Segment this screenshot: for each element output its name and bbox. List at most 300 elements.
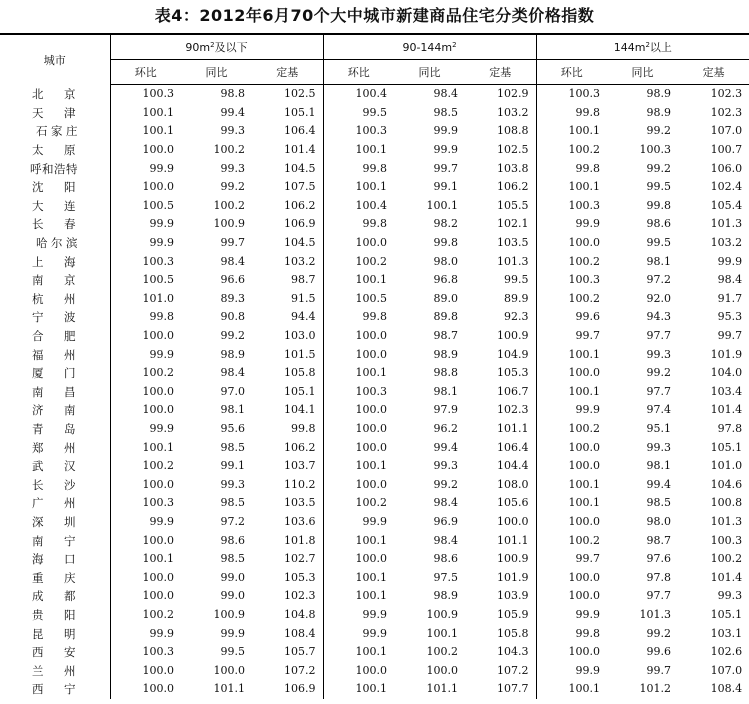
index-value: 100.3 [142, 254, 174, 268]
index-value: 104.9 [465, 345, 536, 364]
index-value: 101.9 [710, 347, 743, 361]
city-name: 天津 [0, 104, 110, 123]
index-value: 102.5 [252, 85, 323, 104]
index-value: 99.8 [149, 310, 174, 324]
index-value: 89.3 [220, 291, 245, 305]
index-value: 98.5 [220, 496, 245, 510]
index-value: 104.5 [252, 159, 323, 178]
index-value: 100.1 [355, 366, 388, 380]
index-value: 100.1 [355, 273, 388, 287]
sub-header-mom: 环比 [536, 60, 607, 85]
city-name: 海口 [0, 550, 110, 569]
index-value: 100.3 [568, 198, 601, 212]
table-row [0, 438, 749, 457]
city-name: 南昌 [0, 383, 110, 402]
index-value: 101.0 [142, 291, 174, 305]
index-value: 108.0 [465, 475, 536, 494]
index-value: 99.9 [149, 236, 174, 250]
index-value: 100.2 [426, 645, 459, 659]
table-row [0, 401, 749, 420]
index-value: 103.5 [465, 234, 536, 253]
index-value: 105.6 [465, 494, 536, 513]
city-name: 沈阳 [0, 178, 110, 197]
index-value: 100.0 [142, 589, 174, 603]
city-name: 昆明 [0, 624, 110, 643]
index-value: 104.0 [710, 366, 743, 380]
index-value: 102.5 [465, 141, 536, 160]
index-value: 100.2 [213, 143, 245, 157]
index-value: 101.4 [252, 141, 323, 160]
index-value: 100.3 [355, 384, 388, 398]
index-value: 97.7 [646, 384, 672, 398]
index-value: 99.4 [433, 440, 459, 454]
index-value: 100.8 [710, 496, 743, 510]
index-value: 99.2 [433, 477, 459, 491]
index-value: 100.2 [355, 254, 388, 268]
index-value: 100.1 [355, 589, 388, 603]
index-value: 100.9 [465, 327, 536, 346]
index-value: 99.3 [220, 124, 245, 138]
index-value: 100.0 [142, 477, 174, 491]
index-value: 100.4 [355, 198, 388, 212]
index-value: 99.5 [465, 271, 536, 290]
index-value: 98.6 [646, 217, 672, 231]
index-value: 100.0 [355, 329, 388, 343]
index-value: 90.8 [220, 310, 245, 324]
index-value: 99.9 [575, 403, 601, 417]
index-value: 100.1 [568, 347, 601, 361]
index-value: 100.0 [142, 682, 174, 696]
table-row [0, 308, 749, 327]
sub-header-yoy: 同比 [181, 60, 252, 85]
index-value: 100.2 [213, 198, 245, 212]
index-value: 97.8 [717, 421, 743, 435]
table-row [0, 178, 749, 197]
index-value: 100.1 [142, 105, 174, 119]
index-value: 105.1 [710, 440, 743, 454]
index-value: 100.0 [568, 514, 601, 528]
index-value: 100.0 [355, 663, 388, 677]
index-value: 98.0 [646, 514, 672, 528]
table-row [0, 457, 749, 476]
index-value: 99.4 [646, 477, 672, 491]
table-row [0, 122, 749, 141]
index-value: 100.0 [426, 663, 459, 677]
index-value: 98.8 [220, 87, 245, 101]
index-value: 100.5 [355, 291, 388, 305]
index-value: 98.4 [433, 87, 459, 101]
index-value: 100.0 [355, 440, 388, 454]
index-value: 107.0 [710, 124, 743, 138]
index-value: 102.1 [465, 215, 536, 234]
index-value: 99.3 [220, 477, 245, 491]
index-value: 100.3 [568, 273, 601, 287]
index-value: 105.4 [710, 198, 743, 212]
table-row [0, 85, 749, 104]
table-row [0, 197, 749, 216]
table-row [0, 661, 749, 680]
index-value: 100.2 [568, 254, 601, 268]
sub-header-base: 定基 [465, 60, 536, 85]
index-value: 100.3 [355, 124, 388, 138]
index-value: 100.3 [142, 87, 174, 101]
index-value: 99.5 [362, 105, 388, 119]
index-value: 100.1 [355, 645, 388, 659]
index-value: 99.8 [362, 217, 388, 231]
index-value: 100.1 [426, 626, 459, 640]
index-value: 100.0 [142, 533, 174, 547]
index-value: 98.7 [252, 271, 323, 290]
index-value: 98.4 [220, 366, 245, 380]
index-value: 101.4 [710, 570, 743, 584]
index-value: 94.3 [646, 310, 672, 324]
index-value: 105.3 [252, 568, 323, 587]
sub-header-yoy: 同比 [607, 60, 678, 85]
index-value: 102.3 [465, 401, 536, 420]
index-value: 100.0 [465, 513, 536, 532]
table-row [0, 643, 749, 662]
index-value: 99.6 [646, 645, 672, 659]
index-value: 100.1 [355, 570, 388, 584]
index-value: 99.8 [252, 420, 323, 439]
index-value: 108.4 [252, 624, 323, 643]
index-value: 100.9 [213, 607, 245, 621]
index-value: 92.0 [646, 291, 672, 305]
city-name: 长春 [0, 215, 110, 234]
table-row [0, 531, 749, 550]
index-value: 100.5 [142, 273, 174, 287]
city-name: 宁波 [0, 308, 110, 327]
index-value: 98.1 [646, 459, 672, 473]
index-value: 99.7 [220, 236, 245, 250]
index-value: 105.5 [465, 197, 536, 216]
index-value: 100.5 [142, 198, 174, 212]
index-value: 97.4 [646, 403, 672, 417]
index-value: 102.6 [710, 645, 743, 659]
index-value: 99.9 [575, 607, 601, 621]
table-row [0, 624, 749, 643]
city-name: 福州 [0, 345, 110, 364]
table-row [0, 587, 749, 606]
index-value: 98.8 [433, 366, 459, 380]
index-value: 106.9 [252, 680, 323, 699]
city-name: 哈尔滨 [0, 234, 110, 253]
index-value: 99.7 [717, 329, 743, 343]
index-value: 99.3 [646, 440, 672, 454]
city-name: 贵阳 [0, 606, 110, 625]
index-value: 96.2 [433, 421, 459, 435]
index-value: 91.7 [717, 291, 743, 305]
index-value: 101.4 [710, 403, 743, 417]
index-value: 100.7 [710, 143, 743, 157]
index-value: 100.0 [142, 403, 174, 417]
index-value: 102.4 [710, 180, 743, 194]
city-name: 大连 [0, 197, 110, 216]
index-value: 101.1 [213, 682, 245, 696]
index-value: 100.0 [568, 570, 601, 584]
index-value: 106.7 [465, 383, 536, 402]
index-value: 100.1 [355, 533, 388, 547]
table-row [0, 252, 749, 271]
index-value: 103.0 [252, 327, 323, 346]
index-value: 100.0 [355, 236, 388, 250]
index-value: 99.0 [220, 570, 245, 584]
index-value: 100.1 [355, 143, 388, 157]
city-name: 济南 [0, 401, 110, 420]
index-value: 100.2 [568, 143, 601, 157]
index-value: 107.0 [710, 663, 743, 677]
index-value: 100.0 [142, 180, 174, 194]
index-value: 100.1 [355, 682, 388, 696]
index-value: 105.7 [252, 643, 323, 662]
index-value: 100.4 [355, 87, 388, 101]
index-value: 98.6 [220, 533, 245, 547]
city-name: 广州 [0, 494, 110, 513]
city-name: 呼和浩特 [0, 159, 110, 178]
city-name: 北京 [0, 85, 110, 104]
index-value: 106.4 [465, 438, 536, 457]
index-value: 99.5 [646, 236, 672, 250]
index-value: 99.8 [433, 236, 459, 250]
index-value: 101.1 [426, 682, 459, 696]
index-value: 100.3 [142, 496, 174, 510]
index-value: 107.2 [465, 661, 536, 680]
index-value: 100.3 [142, 645, 174, 659]
index-value: 99.6 [575, 310, 601, 324]
index-value: 100.0 [568, 440, 601, 454]
index-value: 99.2 [646, 626, 672, 640]
table-row [0, 234, 749, 253]
index-value: 99.7 [433, 161, 459, 175]
index-value: 100.3 [568, 87, 601, 101]
table-row [0, 606, 749, 625]
index-value: 99.8 [646, 198, 672, 212]
index-value: 96.8 [433, 273, 459, 287]
index-value: 100.2 [568, 421, 601, 435]
table-row [0, 290, 749, 309]
city-name: 成都 [0, 587, 110, 606]
index-value: 97.9 [433, 403, 459, 417]
table-row [0, 271, 749, 290]
index-value: 99.9 [220, 626, 245, 640]
city-name: 太原 [0, 141, 110, 160]
index-value: 100.2 [568, 291, 601, 305]
sub-header-mom: 环比 [110, 60, 181, 85]
index-value: 99.8 [362, 310, 388, 324]
index-value: 100.0 [568, 366, 601, 380]
index-value: 101.5 [252, 345, 323, 364]
index-value: 99.9 [149, 514, 174, 528]
city-name: 深圳 [0, 513, 110, 532]
index-value: 98.5 [433, 105, 459, 119]
table-row [0, 494, 749, 513]
index-value: 98.2 [433, 217, 459, 231]
index-value: 100.1 [568, 682, 601, 696]
index-value: 100.1 [426, 198, 459, 212]
group-header-large: $144m^2$以上 [536, 34, 749, 60]
index-value: 103.7 [252, 457, 323, 476]
index-value: 99.9 [575, 217, 601, 231]
index-value: 97.2 [646, 273, 672, 287]
index-value: 106.2 [252, 438, 323, 457]
index-value: 100.3 [639, 143, 672, 157]
index-value: 99.9 [362, 607, 388, 621]
index-value: 106.2 [465, 178, 536, 197]
city-name: 上海 [0, 252, 110, 271]
index-value: 106.2 [252, 197, 323, 216]
city-name: 厦门 [0, 364, 110, 383]
index-value: 100.0 [142, 570, 174, 584]
index-value: 107.5 [252, 178, 323, 197]
index-value: 99.1 [220, 459, 245, 473]
index-value: 100.0 [568, 459, 601, 473]
index-value: 99.9 [362, 514, 388, 528]
index-value: 99.8 [575, 105, 601, 119]
index-value: 99.9 [149, 347, 174, 361]
city-name: 长沙 [0, 475, 110, 494]
index-value: 96.9 [433, 514, 459, 528]
index-value: 100.1 [568, 384, 601, 398]
index-value: 105.8 [465, 624, 536, 643]
index-value: 100.1 [142, 124, 174, 138]
index-value: 101.3 [465, 252, 536, 271]
sub-header-mom: 环比 [323, 60, 394, 85]
index-value: 101.1 [465, 420, 536, 439]
table-row [0, 680, 749, 699]
index-value: 100.0 [568, 645, 601, 659]
index-value: 97.7 [646, 589, 672, 603]
index-value: 100.1 [355, 459, 388, 473]
index-value: 94.4 [252, 308, 323, 327]
index-value: 100.0 [355, 477, 388, 491]
city-name: 武汉 [0, 457, 110, 476]
index-value: 99.9 [433, 124, 459, 138]
city-name: 西安 [0, 643, 110, 662]
index-value: 100.1 [142, 552, 174, 566]
index-value: 99.9 [149, 217, 174, 231]
index-value: 99.2 [646, 366, 672, 380]
index-value: 105.1 [710, 607, 743, 621]
index-value: 97.6 [646, 552, 672, 566]
index-value: 100.0 [568, 589, 601, 603]
index-value: 108.4 [710, 682, 743, 696]
index-value: 104.5 [252, 234, 323, 253]
index-value: 97.7 [646, 329, 672, 343]
index-value: 100.0 [568, 236, 601, 250]
index-value: 106.9 [252, 215, 323, 234]
index-value: 105.1 [252, 383, 323, 402]
index-value: 99.7 [575, 552, 601, 566]
index-value: 98.6 [433, 552, 459, 566]
index-value: 89.0 [433, 291, 459, 305]
index-value: 99.7 [646, 663, 672, 677]
index-value: 96.6 [220, 273, 245, 287]
table-row [0, 141, 749, 160]
index-value: 99.8 [575, 161, 601, 175]
index-value: 100.0 [355, 403, 388, 417]
city-name: 杭州 [0, 290, 110, 309]
index-value: 91.5 [252, 290, 323, 309]
sub-header-yoy: 同比 [394, 60, 465, 85]
index-value: 103.6 [252, 513, 323, 532]
index-value: 98.5 [220, 440, 245, 454]
index-value: 98.4 [717, 273, 743, 287]
index-value: 100.2 [355, 496, 388, 510]
index-value: 98.4 [433, 533, 459, 547]
index-value: 103.5 [252, 494, 323, 513]
index-value: 98.1 [220, 403, 245, 417]
index-value: 102.7 [252, 550, 323, 569]
index-value: 103.9 [465, 587, 536, 606]
index-value: 110.2 [252, 475, 323, 494]
index-value: 99.9 [717, 254, 743, 268]
index-value: 101.8 [252, 531, 323, 550]
index-value: 100.1 [568, 180, 601, 194]
index-value: 104.3 [465, 643, 536, 662]
index-value: 101.0 [710, 459, 743, 473]
index-value: 95.1 [646, 421, 672, 435]
index-value: 100.2 [142, 366, 174, 380]
index-value: 98.9 [646, 87, 672, 101]
price-index-table [0, 33, 749, 699]
index-value: 100.0 [213, 663, 245, 677]
index-value: 100.2 [142, 459, 174, 473]
index-value: 100.2 [710, 552, 743, 566]
index-value: 102.3 [710, 105, 743, 119]
index-value: 102.3 [252, 587, 323, 606]
city-name: 石家庄 [0, 122, 110, 141]
index-value: 100.1 [142, 440, 174, 454]
table-row [0, 475, 749, 494]
index-value: 107.7 [465, 680, 536, 699]
city-column-header: 城市 [0, 34, 110, 85]
index-value: 108.8 [465, 122, 536, 141]
index-value: 100.0 [355, 552, 388, 566]
table-row [0, 364, 749, 383]
index-value: 101.1 [465, 531, 536, 550]
index-value: 99.0 [220, 589, 245, 603]
index-value: 99.3 [717, 589, 743, 603]
index-value: 103.4 [710, 384, 743, 398]
index-value: 102.3 [710, 87, 743, 101]
city-name: 青岛 [0, 420, 110, 439]
index-value: 99.8 [575, 626, 601, 640]
table-row [0, 383, 749, 402]
table-row [0, 420, 749, 439]
table-row [0, 550, 749, 569]
index-value: 98.7 [433, 329, 459, 343]
index-value: 101.3 [639, 607, 672, 621]
table-row [0, 215, 749, 234]
index-value: 100.9 [465, 550, 536, 569]
index-value: 101.3 [710, 514, 743, 528]
index-value: 98.5 [220, 552, 245, 566]
index-value: 99.8 [362, 161, 388, 175]
index-value: 95.3 [717, 310, 743, 324]
index-value: 102.9 [465, 85, 536, 104]
index-value: 99.9 [362, 626, 388, 640]
index-value: 99.9 [575, 663, 601, 677]
city-name: 合肥 [0, 327, 110, 346]
index-value: 100.1 [355, 180, 388, 194]
index-value: 99.3 [433, 459, 459, 473]
group-header-small: $90m^2$及以下 [110, 34, 323, 60]
sub-header-base: 定基 [252, 60, 323, 85]
index-value: 106.0 [710, 161, 743, 175]
index-value: 100.0 [355, 347, 388, 361]
index-value: 100.0 [355, 421, 388, 435]
index-value: 97.0 [220, 384, 245, 398]
